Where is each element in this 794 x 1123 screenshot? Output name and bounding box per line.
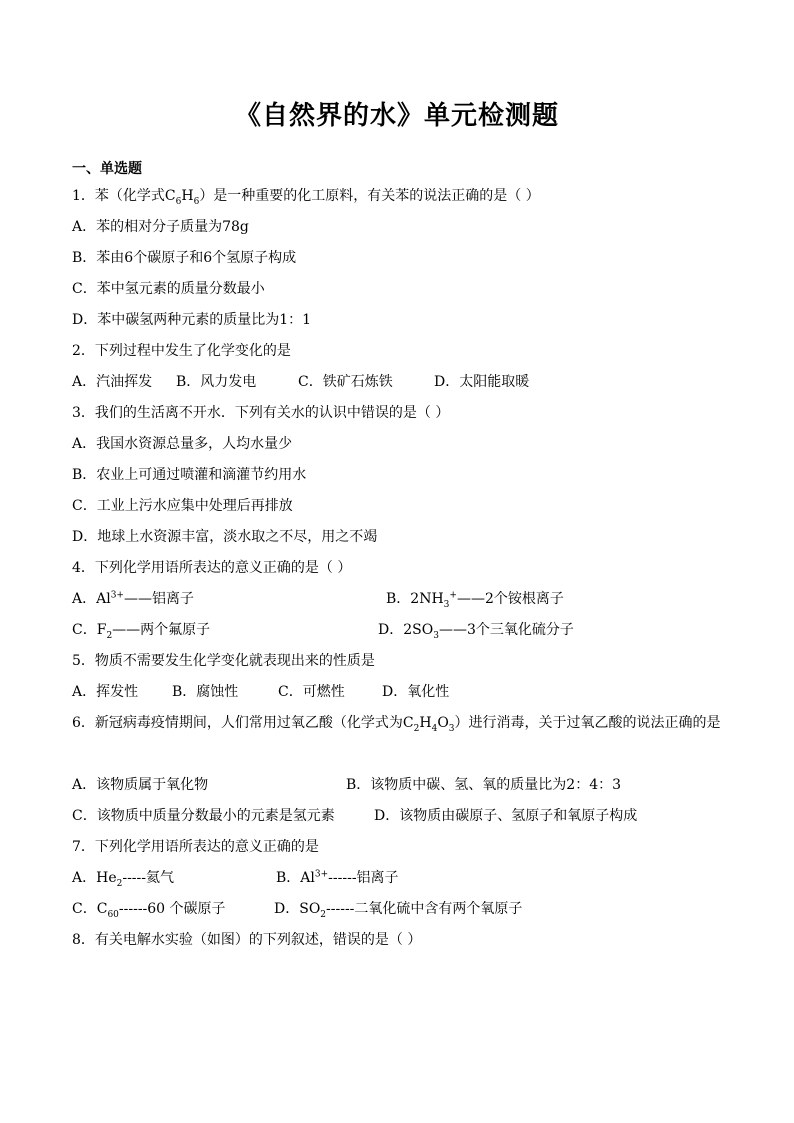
- question-3-stem: 3．我们的生活离不开水．下列有关水的认识中错误的是（ ）: [72, 405, 450, 421]
- question-6-option-b: B．该物质中碳、氢、氧的质量比为2：4：3: [346, 777, 622, 793]
- question-6-option-d: D．该物质由碳原子、氢原子和氧原子构成: [374, 808, 638, 824]
- page-title: 《自然界的水》单元检测题: [234, 101, 559, 131]
- question-5-stem: 5．物质不需要发生化学变化就表现出来的性质是: [72, 653, 375, 669]
- question-5-options: [72, 677, 732, 708]
- question-4-option-c: C．$F_2——$两个氟原子: [72, 622, 211, 641]
- question-7-options-ab: [72, 863, 732, 894]
- question-6-option-a: A．该物质属于氧化物: [72, 777, 209, 793]
- question-1-option-d: D．苯中碳氢两种元素的质量比为1：1: [72, 312, 312, 328]
- question-5-option-d: D．氧化性: [382, 684, 450, 700]
- question-5-option-a: A．挥发性: [72, 684, 139, 700]
- question-5-option-b: B．腐蚀性: [172, 684, 239, 700]
- question-list: [72, 181, 732, 956]
- question-3-option-a: A．我国水资源总量多，人均水量少: [72, 436, 293, 452]
- question-7-option-d: D．$SO_2------$二氧化硫中含有两个氧原子: [274, 901, 523, 920]
- question-4-option-d: D．$2SO_3——3$个三氧化硫分子: [378, 622, 574, 641]
- question-7-option-c: C．$C_{60}------60$ 个碳原子: [72, 901, 226, 920]
- question-1-option-c: C．苯中氢元素的质量分数最小: [72, 281, 265, 297]
- question-2-option-d: D．太阳能取暖: [434, 374, 530, 390]
- question-6-stem: 6．新冠病毒疫情期间，人们常用过氧乙酸（化学式为$C_2H_4O_3$）进行消毒，关于过氧乙酸的说法正确的是: [72, 715, 721, 734]
- question-4-options-cd: [72, 615, 732, 646]
- question-3-option-b: B．农业上可通过喷灌和滴灌节约用水: [72, 467, 307, 483]
- question-2-option-c: C．铁矿石炼铁: [298, 374, 393, 390]
- question-7-option-a: A．$He_2-----$氦气: [72, 870, 174, 889]
- question-3-option-c: C．工业上污水应集中处理后再排放: [72, 498, 293, 514]
- question-1-option-a: A．苯的相对分子质量为78g: [72, 219, 249, 235]
- question-4-option-a: A．$Al^{3+}——$铝离子: [72, 590, 194, 607]
- question-1-option-b: B．苯由6个碳原子和6个氢原子构成: [72, 250, 297, 266]
- section-heading: 一、单选题: [72, 161, 142, 177]
- question-7-options-cd: [72, 894, 732, 925]
- question-2-option-b: B．风力发电: [176, 374, 257, 390]
- question-4-options-ab: [72, 584, 732, 615]
- question-8-stem: 8．有关电解水实验（如图）的下列叙述，错误的是（ ）: [72, 932, 422, 948]
- question-7-stem: 7．下列化学用语所表达的意义正确的是: [72, 839, 319, 855]
- question-6-option-c: C．该物质中质量分数最小的元素是氢元素: [72, 808, 335, 824]
- question-2-option-a: A．汽油挥发: [72, 374, 153, 390]
- question-4-stem: 4．下列化学用语所表达的意义正确的是（ ）: [72, 560, 352, 576]
- question-7-option-b: B．$Al^{3+}------$铝离子: [276, 869, 399, 886]
- question-4-option-b: B．$2NH_3^+——2$个铵根离子: [386, 590, 564, 610]
- question-2-options: [72, 367, 732, 398]
- question-3-option-d: D．地球上水资源丰富，淡水取之不尽，用之不竭: [72, 529, 378, 545]
- question-6-options-ab: [72, 770, 732, 801]
- question-6-options-cd: [72, 801, 732, 832]
- question-2-stem: 2．下列过程中发生了化学变化的是: [72, 343, 291, 359]
- question-1-stem: 1．苯（化学式$C_6H_6$）是一种重要的化工原料，有关苯的说法正确的是（ ）: [72, 188, 540, 207]
- question-5-option-c: C．可燃性: [278, 684, 345, 700]
